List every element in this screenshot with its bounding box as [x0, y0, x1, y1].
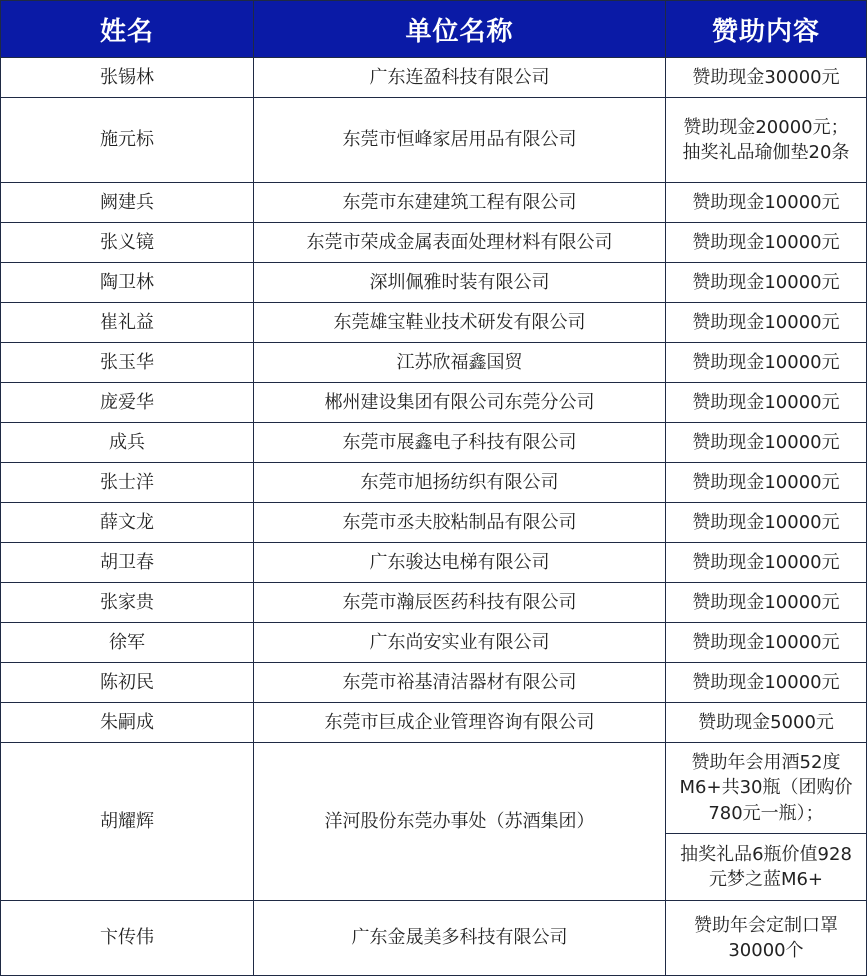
cell-unit: 广东金晟美多科技有限公司: [254, 901, 666, 976]
cell-content: 赞助年会定制口罩 30000个: [666, 901, 867, 976]
cell-content: 赞助现金10000元: [666, 223, 867, 263]
cell-unit: 广东骏达电梯有限公司: [254, 543, 666, 583]
header-name: 姓名: [1, 1, 254, 58]
cell-unit: 郴州建设集团有限公司东莞分公司: [254, 383, 666, 423]
cell-unit: 东莞市恒峰家居用品有限公司: [254, 98, 666, 183]
cell-unit: 东莞市巨成企业管理咨询有限公司: [254, 703, 666, 743]
cell-unit: 东莞市荣成金属表面处理材料有限公司: [254, 223, 666, 263]
cell-content: 赞助年会用酒52度 M6+共30瓶（团购价 780元一瓶）；: [666, 743, 867, 834]
cell-name: 张玉华: [1, 343, 254, 383]
cell-unit: 东莞市丞夫胶粘制品有限公司: [254, 503, 666, 543]
cell-content: 赞助现金5000元: [666, 703, 867, 743]
table-row: [1, 343, 867, 383]
cell-name: 薛文龙: [1, 503, 254, 543]
cell-content: 赞助现金10000元: [666, 623, 867, 663]
cell-content: 赞助现金10000元: [666, 543, 867, 583]
cell-content: 赞助现金20000元； 抽奖礼品瑜伽垫20条: [666, 98, 867, 183]
cell-unit: 东莞市旭扬纺织有限公司: [254, 463, 666, 503]
cell-unit: 广东连盈科技有限公司: [254, 58, 666, 98]
cell-content: 赞助现金10000元: [666, 663, 867, 703]
cell-content: 赞助现金10000元: [666, 583, 867, 623]
cell-name: 张义镜: [1, 223, 254, 263]
table-row: [1, 901, 867, 976]
cell-unit: 广东尚安实业有限公司: [254, 623, 666, 663]
table-row: [1, 98, 867, 183]
table-row: [1, 58, 867, 98]
cell-name: 张家贵: [1, 583, 254, 623]
cell-unit: 江苏欣福鑫国贸: [254, 343, 666, 383]
table-row: [1, 743, 867, 834]
table-row: [1, 263, 867, 303]
table-row: [1, 303, 867, 343]
table-row: [1, 503, 867, 543]
cell-name: 张士洋: [1, 463, 254, 503]
table-row: [1, 183, 867, 223]
cell-content: 赞助现金10000元: [666, 463, 867, 503]
header-unit: 单位名称: [254, 1, 666, 58]
cell-name: 庞爱华: [1, 383, 254, 423]
cell-name: 胡卫春: [1, 543, 254, 583]
table-row: [1, 583, 867, 623]
cell-name: 阙建兵: [1, 183, 254, 223]
cell-content: 赞助现金10000元: [666, 263, 867, 303]
cell-content: 赞助现金10000元: [666, 183, 867, 223]
cell-name: 成兵: [1, 423, 254, 463]
cell-unit: 东莞市东建建筑工程有限公司: [254, 183, 666, 223]
cell-content: 赞助现金10000元: [666, 423, 867, 463]
cell-unit: 东莞市裕基清洁器材有限公司: [254, 663, 666, 703]
cell-name: 陈初民: [1, 663, 254, 703]
cell-name: 卞传伟: [1, 901, 254, 976]
table-row: [1, 543, 867, 583]
table-row: [1, 463, 867, 503]
table-row: [1, 703, 867, 743]
table-row: [1, 423, 867, 463]
table-row: [1, 663, 867, 703]
cell-unit: 深圳佩雅时装有限公司: [254, 263, 666, 303]
cell-unit: 洋河股份东莞办事处（苏酒集团）: [254, 743, 666, 901]
cell-name: 胡耀辉: [1, 743, 254, 901]
cell-content: 赞助现金10000元: [666, 503, 867, 543]
header-row: [1, 1, 867, 58]
cell-name: 朱嗣成: [1, 703, 254, 743]
table-row: [1, 223, 867, 263]
cell-name: 施元标: [1, 98, 254, 183]
cell-name: 徐军: [1, 623, 254, 663]
cell-content: 赞助现金30000元: [666, 58, 867, 98]
cell-unit: 东莞市展鑫电子科技有限公司: [254, 423, 666, 463]
cell-unit: 东莞雄宝鞋业技术研发有限公司: [254, 303, 666, 343]
table-row: [1, 623, 867, 663]
cell-content: 赞助现金10000元: [666, 383, 867, 423]
cell-content: 赞助现金10000元: [666, 303, 867, 343]
cell-content: 抽奖礼品6瓶价值928 元梦之蓝M6+: [666, 834, 867, 901]
cell-name: 崔礼益: [1, 303, 254, 343]
header-content: 赞助内容: [666, 1, 867, 58]
cell-unit: 东莞市瀚辰医药科技有限公司: [254, 583, 666, 623]
cell-name: 陶卫林: [1, 263, 254, 303]
cell-content: 赞助现金10000元: [666, 343, 867, 383]
cell-name: 张锡林: [1, 58, 254, 98]
table-row: [1, 383, 867, 423]
